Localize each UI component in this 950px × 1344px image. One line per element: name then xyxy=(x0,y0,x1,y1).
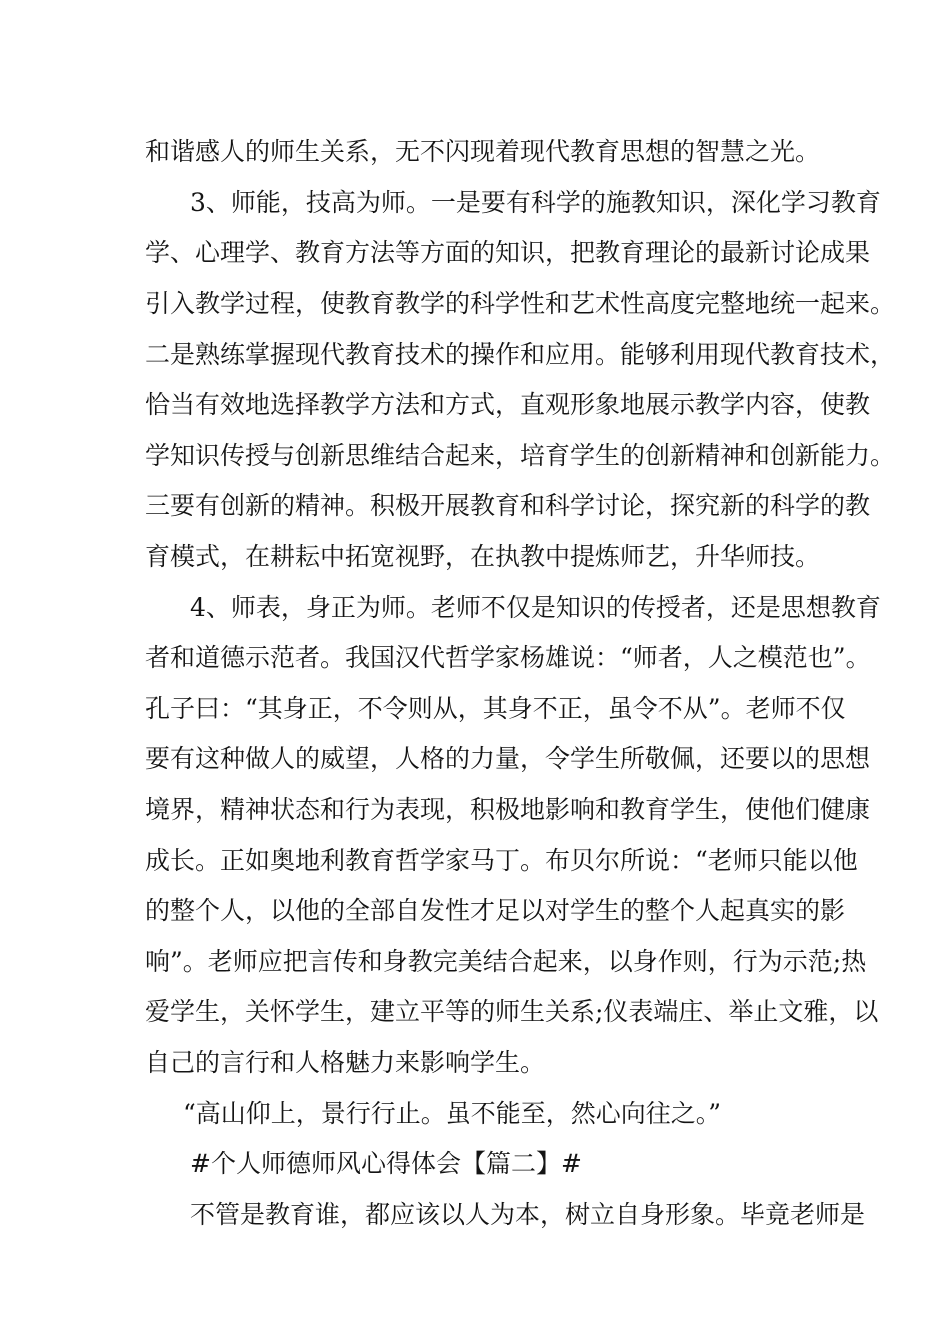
text-line: 境界，精神状态和行为表现，积极地影响和教育学生，使他们健康 xyxy=(145,795,871,824)
text-line: 成长。正如奥地利教育哲学家马丁。布贝尔所说：“老师只能以他 xyxy=(145,846,858,875)
text-line: 者和道德示范者。我国汉代哲学家杨雄说：“师者，人之模范也”。 xyxy=(145,643,871,672)
text-line: 和谐感人的师生关系，无不闪现着现代教育思想的智慧之光。 xyxy=(145,137,821,166)
text-line: 学、心理学、教育方法等方面的知识，把教育理论的最新讨论成果 xyxy=(145,238,871,267)
text-line: 孔子曰：“其身正，不令则从，其身不正，虽令不从”。老师不仅 xyxy=(145,694,846,723)
text-line: 响”。老师应把言传和身教完美结合起来，以身作则，行为示范;热 xyxy=(145,947,867,976)
section-heading: #个人师德师风心得体会【篇二】# xyxy=(190,1149,582,1178)
text-line: 3、师能，技高为师。一是要有科学的施教知识，深化学习教育 xyxy=(190,188,881,217)
text-line: 要有这种做人的威望，人格的力量，令学生所敬佩，还要以的思想 xyxy=(145,744,871,773)
text-line: 4、师表，身正为师。老师不仅是知识的传授者，还是思想教育 xyxy=(190,593,881,622)
text-line: 爱学生，关怀学生，建立平等的师生关系;仪表端庄、举止文雅，以 xyxy=(145,997,879,1026)
text-line: 自己的言行和人格魅力来影响学生。 xyxy=(145,1048,546,1077)
text-line: 三要有创新的精神。积极开展教育和科学讨论，探究新的科学的教 xyxy=(145,491,871,520)
text-line: 引入教学过程，使教育教学的科学性和艺术性高度完整地统一起来。 xyxy=(145,289,896,318)
text-line: 二是熟练掌握现代教育技术的操作和应用。能够利用现代教育技术， xyxy=(145,340,896,369)
text-line: 学知识传授与创新思维结合起来，培育学生的创新精神和创新能力。 xyxy=(145,441,896,470)
quote-line: “高山仰上，景行行止。虽不能至，然心向往之。” xyxy=(183,1099,722,1128)
text-line: 不管是教育谁，都应该以人为本，树立自身形象。毕竟老师是 xyxy=(190,1200,866,1229)
text-line: 的整个人，以他的全部自发性才足以对学生的整个人起真实的影 xyxy=(145,896,846,925)
text-line: 育模式，在耕耘中拓宽视野，在执教中提炼师艺，升华师技。 xyxy=(145,542,821,571)
text-line: 恰当有效地选择教学方法和方式，直观形象地展示教学内容，使教 xyxy=(145,390,871,419)
